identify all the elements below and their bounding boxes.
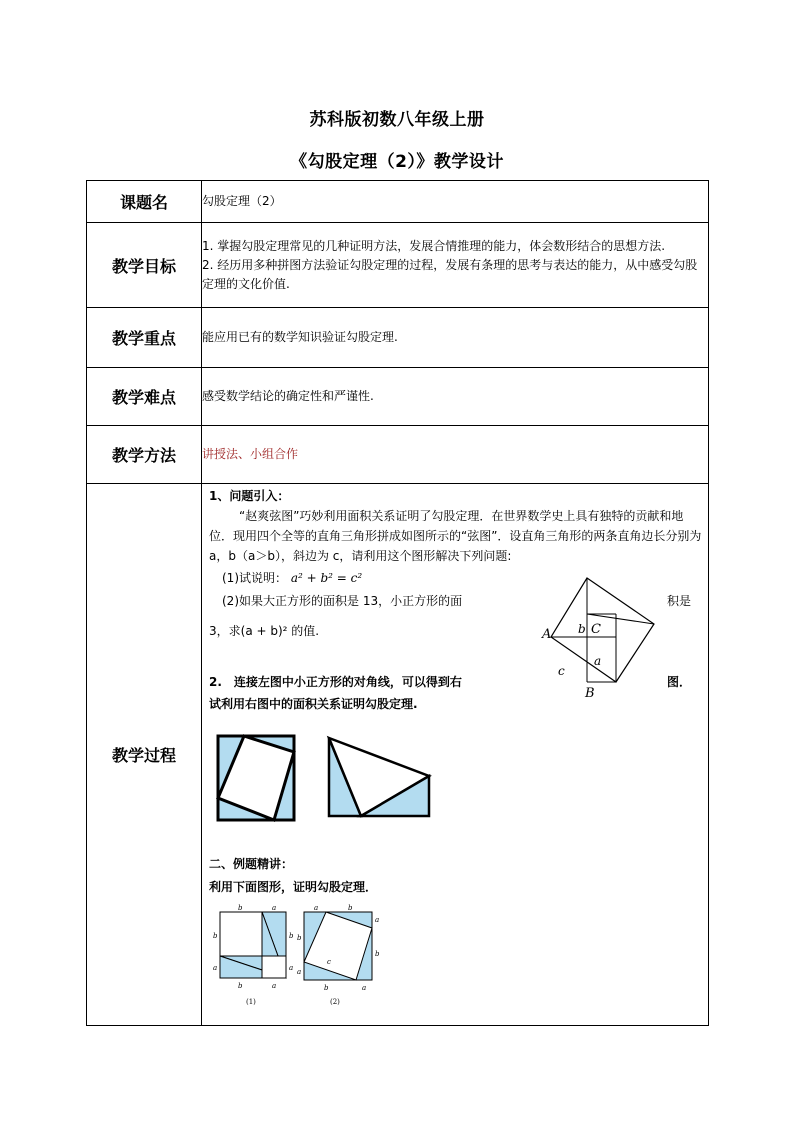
section1-paragraph: “赵爽弦图”巧妙利用面积关系证明了勾股定理．在世界数学史上具有独特的贡献和地位．现用四个全等的直角三角形拼成如图所示的“弦图”．设直角三角形的两条直角边长分别为 a，b（a＞b），斜边为 c，请利用这个图形解决下列问题:: [209, 509, 702, 563]
label-process: 教学过程: [87, 484, 202, 1026]
square-figure-left: [216, 734, 296, 822]
label-a: a: [594, 654, 602, 668]
trapezoid-figure-right: [325, 734, 433, 818]
row-course: [87, 181, 709, 223]
svg-text:a: a: [272, 904, 277, 912]
example-figure-2: [297, 904, 380, 1006]
svg-text:a: a: [297, 968, 302, 976]
question2-line2: 3，求(a + b)² 的值.: [209, 624, 320, 638]
question1: [222, 568, 362, 588]
question2-left: (2)如果大正方形的面积是 13，小正方形的面: [222, 594, 463, 608]
svg-text:a: a: [289, 964, 294, 972]
svg-text:b: b: [238, 904, 243, 912]
value-method: 讲授法、小组合作: [202, 426, 709, 484]
lesson-plan-table: [86, 180, 709, 1026]
svg-text:b: b: [297, 934, 302, 942]
row-objectives: [87, 223, 709, 308]
label-B: B: [585, 686, 595, 701]
section3-subtitle: 利用下面图形，证明勾股定理．: [209, 880, 378, 894]
zhao-shuang-figure: [522, 572, 657, 707]
objective-1: 1. 掌握勾股定理常见的几种证明方法，发展合情推理的能力，体会数形结合的思想方法.: [202, 238, 666, 253]
document-title-line1: 苏科版初数八年级上册: [309, 110, 485, 130]
value-difficulty: 感受数学结论的确定性和严谨性.: [202, 368, 709, 426]
section3-title: 二、例题精讲：: [209, 857, 294, 871]
label-method: 教学方法: [87, 426, 202, 484]
section2-right: 图．: [667, 675, 692, 689]
example-caption-1: (1): [246, 998, 256, 1006]
svg-text:b: b: [348, 904, 353, 912]
row-process: [87, 484, 709, 1026]
label-difficulty: 教学难点: [87, 368, 202, 426]
label-course: 课题名: [87, 181, 202, 223]
svg-text:b: b: [375, 950, 380, 958]
row-method: [87, 426, 709, 484]
svg-text:c: c: [327, 958, 331, 966]
label-b: b: [578, 622, 586, 636]
label-A: A: [542, 627, 552, 642]
section2-line2: 试利用右图中的面积关系证明勾股定理.: [209, 697, 418, 711]
label-c: c: [558, 664, 565, 678]
value-objectives: [202, 223, 709, 308]
svg-text:a: a: [375, 916, 380, 924]
document-title-line2: 《勾股定理（2）》教学设计: [290, 152, 504, 172]
svg-text:a: a: [314, 904, 319, 912]
svg-text:b: b: [289, 932, 294, 940]
value-course: 勾股定理（2）: [202, 181, 709, 223]
svg-text:b: b: [238, 982, 243, 990]
svg-text:b: b: [213, 932, 218, 940]
example-caption-2: (2): [330, 998, 340, 1006]
example-figures: [210, 904, 390, 1008]
objective-2: 2. 经历用多种拼图方法验证勾股定理的过程，发展有条理的思考与表达的能力，从中感受勾股定理的文化价值.: [202, 257, 698, 291]
section2-left: 2. 连接左图中小正方形的对角线，可以得到右: [209, 675, 462, 689]
label-C: C: [591, 622, 601, 637]
question1-formula: a² + b² = c²: [290, 571, 363, 585]
svg-text:a: a: [362, 984, 367, 992]
question1-prefix: (1)试说明：: [222, 571, 287, 585]
row-difficulty: [87, 368, 709, 426]
svg-text:b: b: [324, 984, 329, 992]
svg-text:a: a: [272, 982, 277, 990]
question2-right: 积是: [667, 594, 692, 608]
example-figure-1: [213, 904, 294, 1006]
label-key-point: 教学重点: [87, 308, 202, 368]
section1-title: 1、问题引入：: [209, 489, 290, 503]
label-objectives: 教学目标: [87, 223, 202, 308]
row-key-point: [87, 308, 709, 368]
value-key-point: 能应用已有的数学知识验证勾股定理.: [202, 308, 709, 368]
value-process: [202, 484, 709, 1026]
svg-text:a: a: [213, 964, 218, 972]
